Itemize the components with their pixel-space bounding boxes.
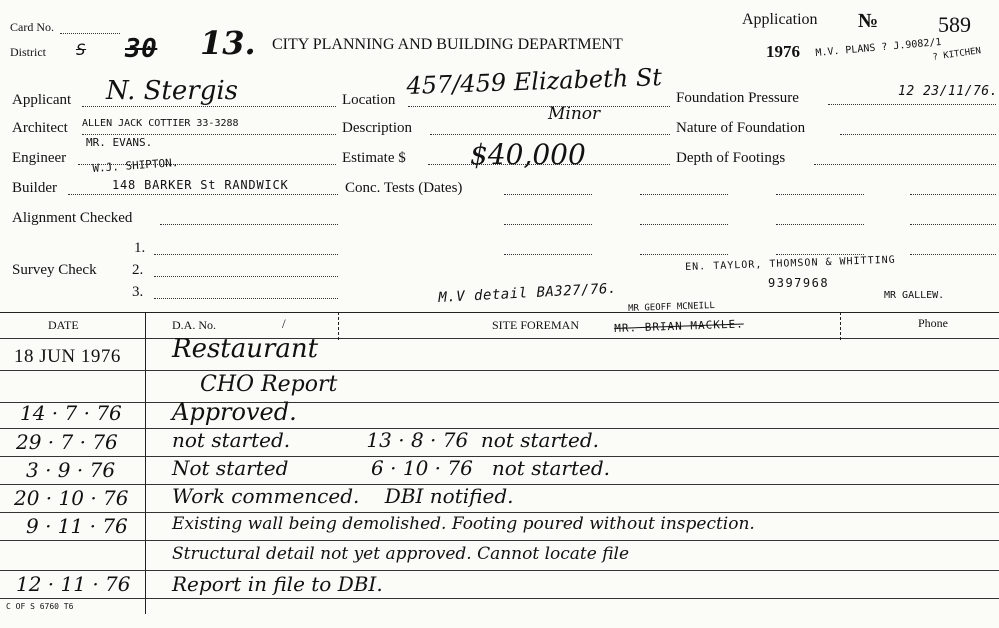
number-sign: № bbox=[858, 10, 879, 32]
form-code: C OF S 6760 T6 bbox=[6, 602, 74, 611]
engineer-label: Engineer bbox=[12, 150, 67, 166]
application-label: Application bbox=[742, 11, 818, 28]
nature-of-foundation-label: Nature of Foundation bbox=[676, 120, 806, 136]
alignment-checked-label: Alignment Checked bbox=[12, 210, 133, 226]
mv-plans-note: M.V. PLANS ? J.9082/1 bbox=[815, 36, 942, 59]
entry-date: 9 · 11 · 76 bbox=[26, 514, 128, 538]
application-number: 589 bbox=[938, 12, 971, 37]
site-foreman-1: MR GEOFF MCNEILL bbox=[628, 300, 715, 314]
phone-header: Phone bbox=[918, 316, 948, 330]
mr-gallew-note: MR GALLEW. bbox=[884, 290, 945, 301]
entry-text: Not started 6 · 10 · 76 not started. bbox=[172, 456, 611, 480]
entry-text: Structural detail not yet approved. Cannot locate file bbox=[172, 544, 630, 564]
location-label: Location bbox=[342, 92, 396, 108]
engineer-value: W.J. SHIPTON. bbox=[92, 155, 179, 175]
survey-check-label: Survey Check bbox=[12, 262, 97, 278]
entry-text: Restaurant bbox=[172, 334, 319, 364]
estimate-label: Estimate $ bbox=[342, 150, 406, 166]
date-column-divider bbox=[145, 312, 146, 614]
entry-date: 20 · 10 · 76 bbox=[14, 486, 129, 510]
entry-text: CHO Report bbox=[200, 372, 338, 397]
district-label: District bbox=[10, 45, 46, 59]
applicant-label: Applicant bbox=[12, 92, 72, 108]
conc-tests-label: Conc. Tests (Dates) bbox=[345, 180, 463, 196]
architect-label: Architect bbox=[12, 120, 68, 136]
survey-2-label: 2. bbox=[132, 262, 144, 278]
date-column-header: DATE bbox=[48, 318, 79, 332]
survey-1-label: 1. bbox=[134, 240, 146, 256]
entry-date: 3 · 9 · 76 bbox=[26, 458, 116, 482]
foundation-pressure-label: Foundation Pressure bbox=[676, 90, 799, 106]
card-number: 13. bbox=[200, 24, 256, 62]
da-column-mark: / bbox=[282, 316, 286, 331]
department-title: CITY PLANNING AND BUILDING DEPARTMENT bbox=[272, 36, 623, 53]
entry-date: 12 · 11 · 76 bbox=[16, 572, 131, 596]
mv-detail-note: M.V detail BA327/76. bbox=[438, 280, 618, 306]
entry-text: Work commenced. DBI notified. bbox=[172, 484, 514, 508]
date-note: 12 23/11/76. bbox=[898, 84, 998, 99]
kitchen-note: ? KITCHEN bbox=[932, 46, 982, 63]
builder-value: 148 BARKER St RANDWICK bbox=[112, 178, 289, 192]
architect-value: ALLEN JACK COTTIER 33-3288 bbox=[82, 118, 239, 129]
survey-3-label: 3. bbox=[132, 284, 144, 300]
card-no-label: Card No. bbox=[10, 20, 54, 34]
estimate-value: $40,000 bbox=[470, 138, 586, 171]
description-label: Description bbox=[342, 120, 412, 136]
site-foreman-header: SITE FOREMAN bbox=[492, 318, 580, 332]
location-value-2: Minor bbox=[548, 104, 601, 124]
district-struck: S bbox=[76, 40, 87, 59]
entry-date: 29 · 7 · 76 bbox=[16, 430, 118, 454]
entry-text: Report in file to DBI. bbox=[172, 572, 383, 596]
entry-text: Existing wall being demolished. Footing poured without inspection. bbox=[172, 514, 755, 534]
entry-date: 14 · 7 · 76 bbox=[20, 401, 122, 425]
card-struck-number: 30 bbox=[125, 34, 158, 64]
da-column-header: D.A. No. bbox=[172, 318, 216, 332]
engineer-firm-note: EN. TAYLOR, THOMSON & WHITTING bbox=[685, 254, 896, 273]
engineer-phone-note: 9397968 bbox=[768, 276, 830, 290]
builder-label: Builder bbox=[12, 180, 57, 196]
architect-contact: MR. EVANS. bbox=[86, 136, 153, 149]
entry-text: not started. 13 · 8 · 76 not started. bbox=[172, 428, 600, 452]
applicant-value: N. Stergis bbox=[106, 76, 238, 106]
table-top-rule bbox=[0, 312, 999, 313]
location-value: 457/459 Elizabeth St bbox=[406, 63, 663, 100]
application-year: 1976 bbox=[766, 42, 800, 61]
entry-text: Approved. bbox=[172, 398, 297, 426]
depth-of-footings-label: Depth of Footings bbox=[676, 150, 786, 166]
site-foreman-2: MR. BRIAN MACKLE. bbox=[614, 317, 744, 335]
entry-date: 18 JUN 1976 bbox=[14, 346, 121, 367]
